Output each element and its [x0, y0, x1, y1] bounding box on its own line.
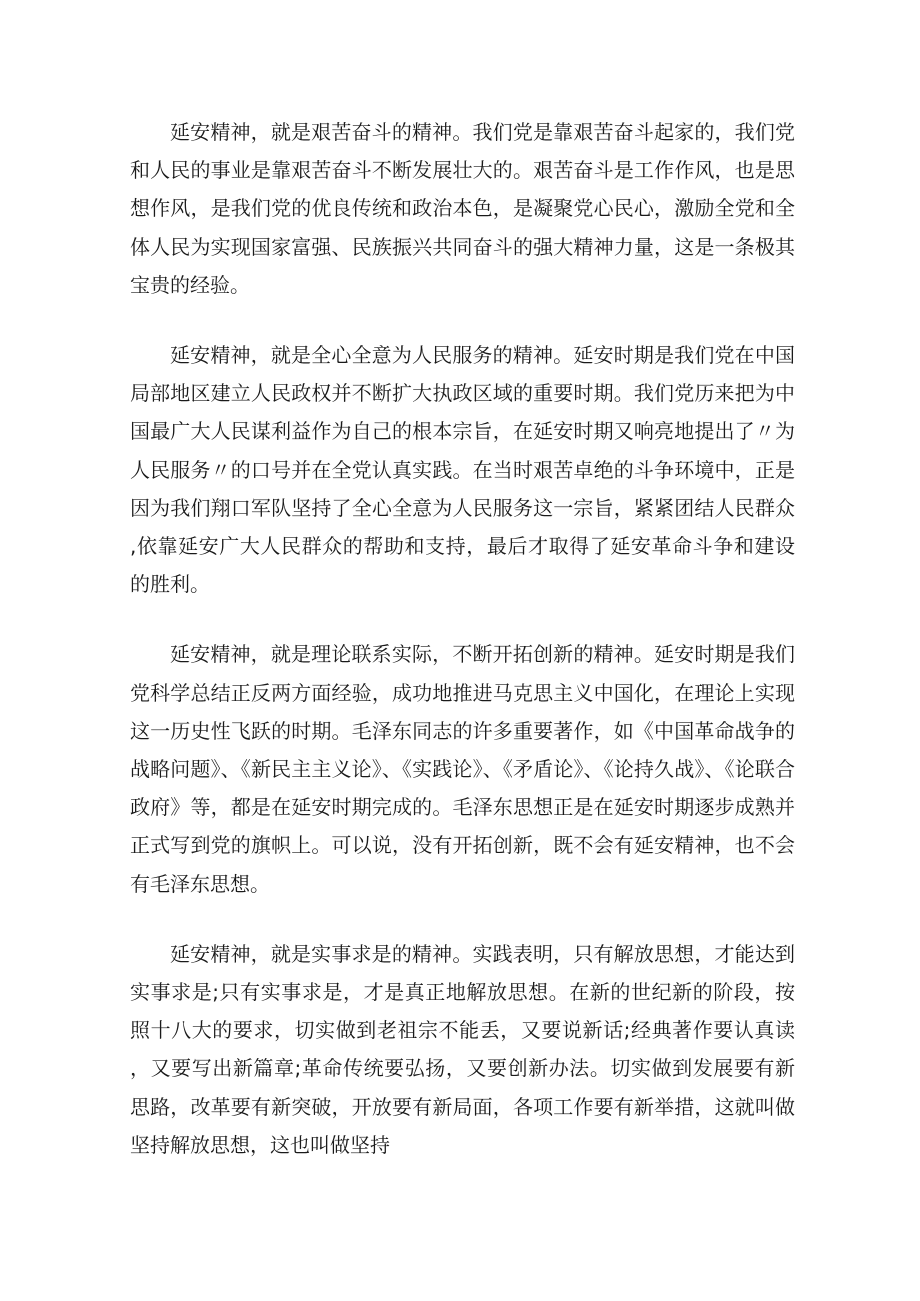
paragraph-hardship: 延安精神，就是艰苦奋斗的精神。我们党是靠艰苦奋斗起家的，我们党和人民的事业是靠艰苦奋斗不断发展壮大的。艰苦奋斗是工作作风，也是思想作风，是我们党的优良传统和政治本色，是凝聚党心民心，激励全党和全体人民为实现国家富强、民族振兴共同奋斗的强大精神力量，这是一条极其宝贵的经验。	[130, 120, 795, 297]
document-body	[130, 113, 795, 1196]
paragraph-seek-truth: 延安精神，就是实事求是的精神。实践表明，只有解放思想，才能达到实事求是;只有实事求是，才是真正地解放思想。在新的世纪新的阶段，按照十八大的要求，切实做到老祖宗不能丢，又要说新话;经典著作要认真读，又要写出新篇章;革命传统要弘扬，又要创新办法。切实做到发展要有新思路，改革要有新突破，开放要有新局面，各项工作要有新举措，这就叫做坚持解放思想，这也叫做坚持	[130, 941, 795, 1157]
paragraph-serve-people: 延安精神，就是全心全意为人民服务的精神。延安时期是我们党在中国局部地区建立人民政权并不断扩大执政区域的重要时期。我们党历来把为中国最广大人民谋利益作为自己的根本宗旨，在延安时期又响亮地提出了〃为人民服务〃的口号并在全党认真实践。在当时艰苦卓绝的斗争环境中，正是因为我们翔口军队坚持了全心全意为人民服务这一宗旨，紧紧团结人民群众,依靠延安广大人民群众的帮助和支持，最后才取得了延安革命斗争和建设的胜利。	[130, 343, 795, 597]
paragraph-theory-practice: 延安精神，就是理论联系实际，不断开拓创新的精神。延安时期是我们党科学总结正反两方面经验，成功地推进马克思主义中国化，在理论上实现这一历史性飞跃的时期。毛泽东同志的许多重要著作，如《中国革命战争的战略问题》、《新民主主义论》、《实践论》、《矛盾论》、《论持久战》、《论联合政府》等，都是在延安时期完成的。毛泽东思想正是在延安时期逐步成熟并正式写到党的旗帜上。可以说，没有开拓创新，既不会有延安精神，也不会有毛泽东思想。	[130, 642, 795, 896]
